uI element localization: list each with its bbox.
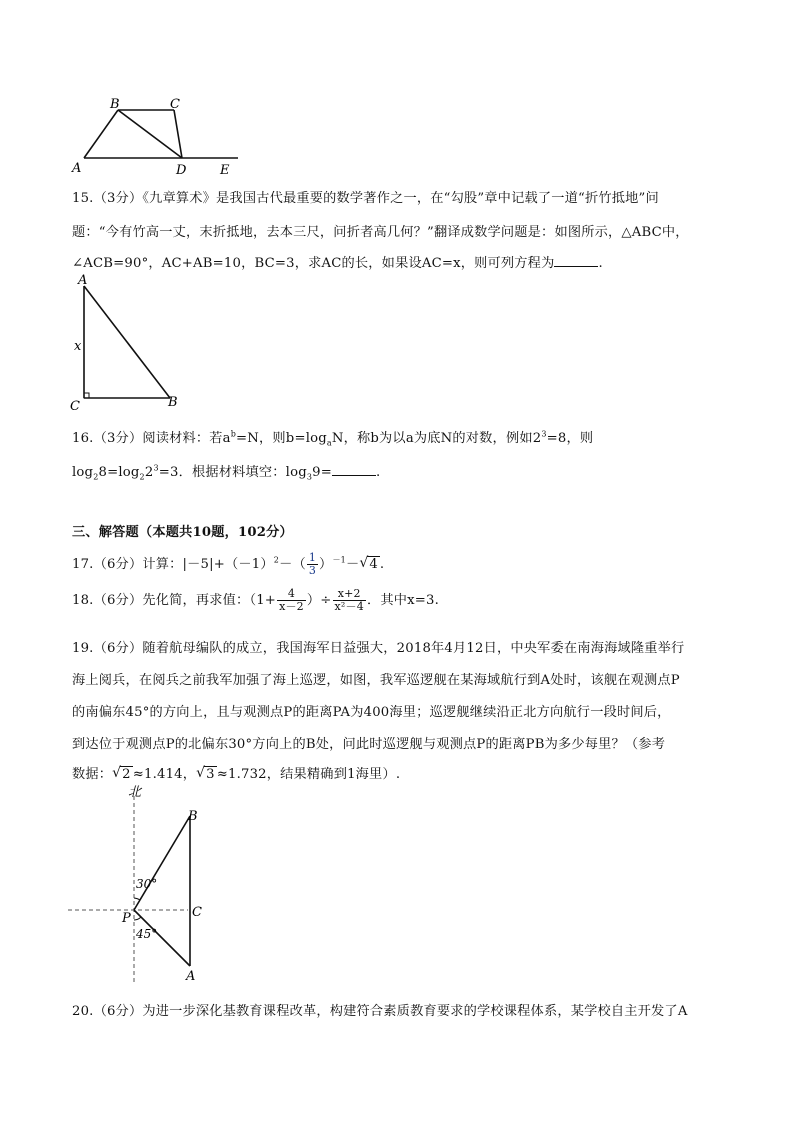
q18-fraction1 [277,588,306,613]
q19-line5 [72,763,400,782]
label-e: E [220,163,230,178]
q17-sqrt: √ 4 [359,555,378,572]
label-x: x [74,339,82,354]
label-a: A [186,969,196,984]
label-b: B [168,395,178,410]
q16-l2-d: =3．根据材料填空：log [158,465,307,480]
q19-line2: 海上阅兵，在阅兵之前我军加强了海上巡逻，如图，我军巡逻舰在某海域航行到A处时，该舰在观测点P [72,673,680,688]
q17-minus: － [345,557,360,572]
q19-line3: 的南偏东45°的方向上，且与观测点P的距离PA为400海里；巡逻舰继续沿正北方向航行一段时间后， [72,705,671,720]
q16-l2-c: 2 [144,465,154,480]
label-d: D [176,163,187,178]
label-b: B [188,809,198,824]
q17-sup2: －1 [332,555,346,565]
q17-sup1: 2 [273,555,280,565]
q16-line1 [72,427,593,448]
q16-l2-sub3: 3 [306,472,313,482]
answer-blank-15[interactable] [554,254,598,267]
q16-text-b: =N，则b=log [236,431,327,446]
q16-text-a: 16.（3分）阅读材料：若a [72,431,231,446]
q17-sqrt-val: 4 [369,557,378,572]
label-c: C [70,399,80,414]
q15-line1: 15.（3分）《九章算术》是我国古代最重要的数学著作之一，在“勾股”章中记载了一道“折竹抵地”问 [72,191,659,206]
q18-fraction2 [333,588,366,613]
q19-line4: 到达位于观测点P的北偏东30°方向上的B处，问此时巡逻舰与观测点P的距离PB为多少每里？（参考 [72,737,666,752]
q19-l5-c: ≈1.732，结果精确到1海里）. [216,767,401,782]
q19-sqrt2-val: 2 [122,767,131,782]
q17-frac-num: 1 [308,551,317,564]
q16-l2-sup1: 3 [153,463,159,473]
q15-line3-end: . [598,256,603,271]
q15-line3-text: ∠ACB=90°，AC+AB=10，BC=3，求AC的长，如果设AC=x，则可列方程为 [72,256,555,271]
q18-mid: ）÷ [306,593,332,608]
north-label: 北 [128,785,142,800]
q16-l2-end: . [376,465,381,480]
q16-l2-sub1: 2 [93,472,99,482]
q18-frac2-den: x²－4 [334,600,364,613]
label-a: A [72,161,82,176]
q19-sqrt3: √ 3 [196,765,215,782]
q17-frac-den: 3 [308,564,317,577]
q19-sqrt3-val: 3 [206,767,215,782]
answer-blank-16[interactable] [332,463,376,476]
q16-sub-a: a [326,438,332,448]
q17-prefix: 17.（6分）计算：|－5|+（－1） [72,557,274,572]
q17-mid: －（ [279,557,306,572]
q17-after: ） [319,557,333,572]
q16-text-d: =8，则 [546,431,594,446]
q18-frac2-num: x+2 [333,588,366,601]
q16-l2-b: 8=log [98,465,140,480]
q18-line [72,588,439,613]
q19-sqrt2: √ 2 [112,765,131,782]
q19-line1: 19.（6分）随着航母编队的成立，我国海军日益强大，2018年4月12日，中央军委在南海海域隆重举行 [72,641,685,656]
q16-text-c: N，称b为以a为底N的对数，例如2 [331,431,542,446]
q19-l5-b: ≈1.414， [132,767,197,782]
figure-trapezoid [60,94,270,178]
q16-l2-e: 9= [312,465,333,480]
q18-frac1-num: 4 [277,588,306,601]
q15-line2: 题：“今有竹高一丈，末折抵地，去本三尺，问折者高几何？”翻译成数学问题是：如图所示，△ABC中， [72,225,689,240]
label-p: P [122,911,131,926]
label-c: C [192,905,202,920]
q19-l5-a: 数据： [72,767,113,782]
q18-prefix: 18.（6分）先化简，再求值：（1+ [72,593,277,608]
q17-line [72,552,384,577]
q16-sup-b: b [230,429,237,439]
label-c: C [170,97,180,112]
label-b: B [110,97,120,112]
q17-end: . [379,557,385,572]
q16-l2-a: log [72,465,94,480]
q16-l2-sub2: 2 [139,472,145,482]
q15-line3 [72,252,603,271]
q20-line1: 20.（6分）为进一步深化基教育课程改革，构建符合素质教育要求的学校课程体系，某学校自主开发了A [72,1004,688,1019]
angle-30: 30° [136,877,158,891]
section-heading: 三、解答题（本题共10题，102分） [72,525,293,540]
label-a: A [78,273,88,288]
q17-fraction [307,552,318,577]
angle-45: 45° [136,927,158,941]
q16-sup-3: 3 [541,429,547,439]
figure-bearing [64,782,224,988]
q16-line2 [72,461,380,482]
q18-end: ．其中x=3. [366,593,439,608]
q18-frac1-den: x－2 [279,600,304,613]
figure-right-triangle [62,272,192,416]
